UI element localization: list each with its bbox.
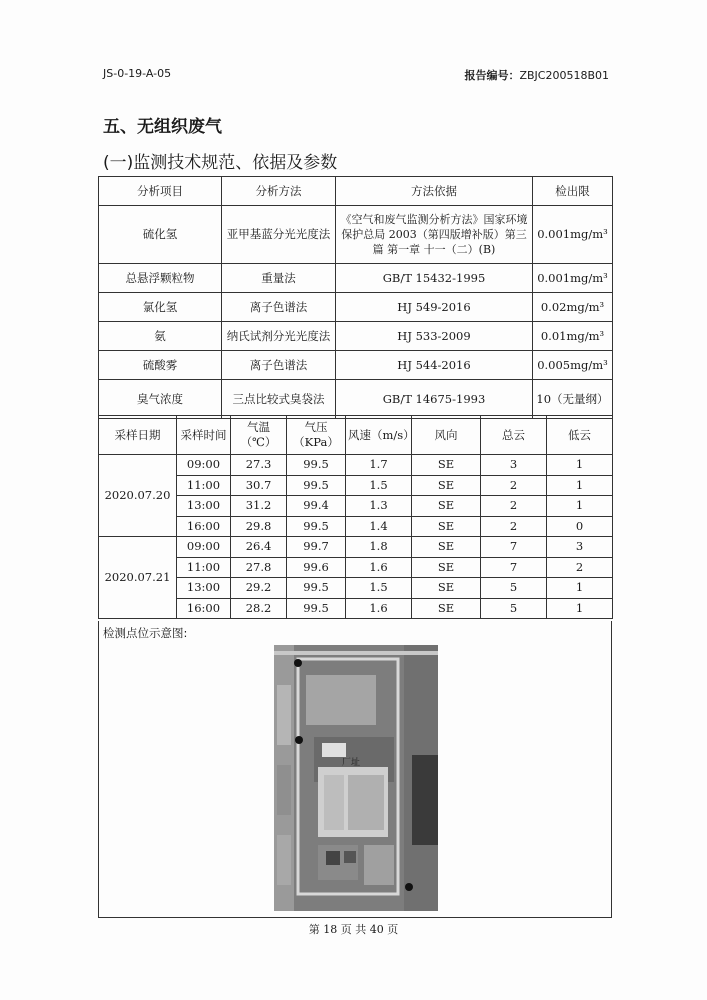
table-cell: 29.8 [231, 516, 287, 537]
methods-header-cell: 分析项目 [99, 177, 222, 206]
table-cell: HJ 544-2016 [336, 351, 533, 380]
table-cell: 13:00 [177, 578, 231, 599]
table-cell: 27.3 [231, 455, 287, 476]
table-cell: 1.4 [346, 516, 412, 537]
table-row [99, 598, 613, 619]
table-cell: 总悬浮颗粒物 [99, 264, 222, 293]
table-cell: 1 [547, 496, 613, 517]
table-row [99, 351, 613, 380]
report-number-label: 报告编号： [464, 69, 520, 82]
table-cell: 0.01mg/m³ [533, 322, 613, 351]
table-cell: SE [412, 598, 481, 619]
weather-header-cell: 气压（KPa） [287, 416, 346, 455]
table-cell: 离子色谱法 [222, 351, 336, 380]
section-title: 五、无组织废气 [103, 117, 222, 137]
table-cell: 亚甲基蓝分光光度法 [222, 206, 336, 264]
table-cell: 重量法 [222, 264, 336, 293]
weather-header-cell: 风向 [412, 416, 481, 455]
table-cell: 5 [481, 578, 547, 599]
table-cell: 1.5 [346, 475, 412, 496]
table-cell: 2 [481, 516, 547, 537]
weather-header-cell: 采样日期 [99, 416, 177, 455]
table-cell: 0 [547, 516, 613, 537]
page-footer: 第 18 页 共 40 页 [308, 923, 399, 936]
table-cell: 三点比较式臭袋法 [222, 380, 336, 419]
methods-header-cell: 分析方法 [222, 177, 336, 206]
table-cell: SE [412, 537, 481, 558]
table-cell: 1.6 [346, 557, 412, 578]
table-row [99, 516, 613, 537]
table-row [99, 578, 613, 599]
table-cell: 99.5 [287, 578, 346, 599]
weather-table [98, 415, 613, 619]
methods-header-cell: 检出限 [533, 177, 613, 206]
monitoring-point-1 [294, 659, 302, 667]
methods-header-row [99, 177, 613, 206]
table-cell: 0.02mg/m³ [533, 293, 613, 322]
table-cell: 5 [481, 598, 547, 619]
table-cell: 28.2 [231, 598, 287, 619]
table-cell: 2 [481, 475, 547, 496]
table-cell: 1.6 [346, 598, 412, 619]
table-cell: 09:00 [177, 537, 231, 558]
weather-header-row [99, 416, 613, 455]
table-cell: 99.4 [287, 496, 346, 517]
table-cell: HJ 533-2009 [336, 322, 533, 351]
table-cell: GB/T 14675-1993 [336, 380, 533, 419]
table-row [99, 496, 613, 517]
methods-table [98, 176, 613, 419]
table-cell: 1.7 [346, 455, 412, 476]
table-cell: GB/T 15432-1995 [336, 264, 533, 293]
table-row [99, 380, 613, 419]
table-cell: SE [412, 475, 481, 496]
table-cell: 27.8 [231, 557, 287, 578]
table-cell: 氨 [99, 322, 222, 351]
table-cell: 1 [547, 578, 613, 599]
weather-header-cell: 气温（℃） [231, 416, 287, 455]
table-row [99, 206, 613, 264]
monitoring-point-2 [295, 736, 303, 744]
table-cell: 13:00 [177, 496, 231, 517]
table-cell: 7 [481, 537, 547, 558]
table-cell: 3 [547, 537, 613, 558]
table-cell: 99.5 [287, 516, 346, 537]
table-cell: 纳氏试剂分光光度法 [222, 322, 336, 351]
table-cell: SE [412, 455, 481, 476]
table-row [99, 475, 613, 496]
table-cell: 离子色谱法 [222, 293, 336, 322]
map-section-label: 检测点位示意图: [103, 626, 188, 640]
report-number-value: ZBJC200518B01 [519, 69, 609, 82]
table-cell: 16:00 [177, 598, 231, 619]
table-row [99, 455, 613, 476]
table-cell: 29.2 [231, 578, 287, 599]
sampling-date-cell: 2020.07.21 [99, 537, 177, 619]
table-cell: SE [412, 496, 481, 517]
methods-header-cell: 方法依据 [336, 177, 533, 206]
table-cell: 99.5 [287, 455, 346, 476]
table-cell: SE [412, 578, 481, 599]
subsection-title: (一)监测技术规范、依据及参数 [103, 153, 338, 173]
table-cell: 99.5 [287, 598, 346, 619]
table-cell: 16:00 [177, 516, 231, 537]
weather-header-cell: 风速（m/s） [346, 416, 412, 455]
table-cell: 99.6 [287, 557, 346, 578]
monitoring-map-section [98, 621, 612, 918]
table-cell: 0.001mg/m³ [533, 264, 613, 293]
table-cell: HJ 549-2016 [336, 293, 533, 322]
table-cell: 1.5 [346, 578, 412, 599]
sampling-date-cell: 2020.07.20 [99, 455, 177, 537]
table-row [99, 322, 613, 351]
table-cell: 2 [481, 496, 547, 517]
table-cell: 硫酸雾 [99, 351, 222, 380]
monitoring-point-3 [405, 883, 413, 891]
table-row [99, 264, 613, 293]
table-cell: 《空气和废气监测分析方法》国家环境保护总局 2003（第四版增补版）第三篇 第一章 十一（二）(B) [336, 206, 533, 264]
table-row [99, 537, 613, 558]
table-cell: 1 [547, 455, 613, 476]
table-cell: 臭气浓度 [99, 380, 222, 419]
satellite-map [274, 645, 438, 911]
table-cell: 99.7 [287, 537, 346, 558]
table-cell: SE [412, 557, 481, 578]
table-row [99, 293, 613, 322]
table-cell: 09:00 [177, 455, 231, 476]
table-cell: 氯化氢 [99, 293, 222, 322]
table-cell: 11:00 [177, 557, 231, 578]
doc-code: JS-0-19-A-05 [103, 67, 172, 80]
report-number [464, 67, 609, 83]
table-cell: 11:00 [177, 475, 231, 496]
table-cell: 99.5 [287, 475, 346, 496]
table-cell: 30.7 [231, 475, 287, 496]
table-cell: 3 [481, 455, 547, 476]
table-cell: 硫化氢 [99, 206, 222, 264]
table-cell: 1 [547, 598, 613, 619]
table-cell: 1.8 [346, 537, 412, 558]
weather-header-cell: 采样时间 [177, 416, 231, 455]
weather-header-cell: 低云 [547, 416, 613, 455]
weather-header-cell: 总云 [481, 416, 547, 455]
table-cell: 10（无量纲） [533, 380, 613, 419]
table-cell: 26.4 [231, 537, 287, 558]
table-cell: 0.001mg/m³ [533, 206, 613, 264]
table-cell: 31.2 [231, 496, 287, 517]
table-cell: 1.3 [346, 496, 412, 517]
site-label: 厂址 [342, 758, 361, 768]
table-row [99, 557, 613, 578]
table-cell: 7 [481, 557, 547, 578]
table-cell: 1 [547, 475, 613, 496]
table-cell: SE [412, 516, 481, 537]
table-cell: 0.005mg/m³ [533, 351, 613, 380]
table-cell: 2 [547, 557, 613, 578]
